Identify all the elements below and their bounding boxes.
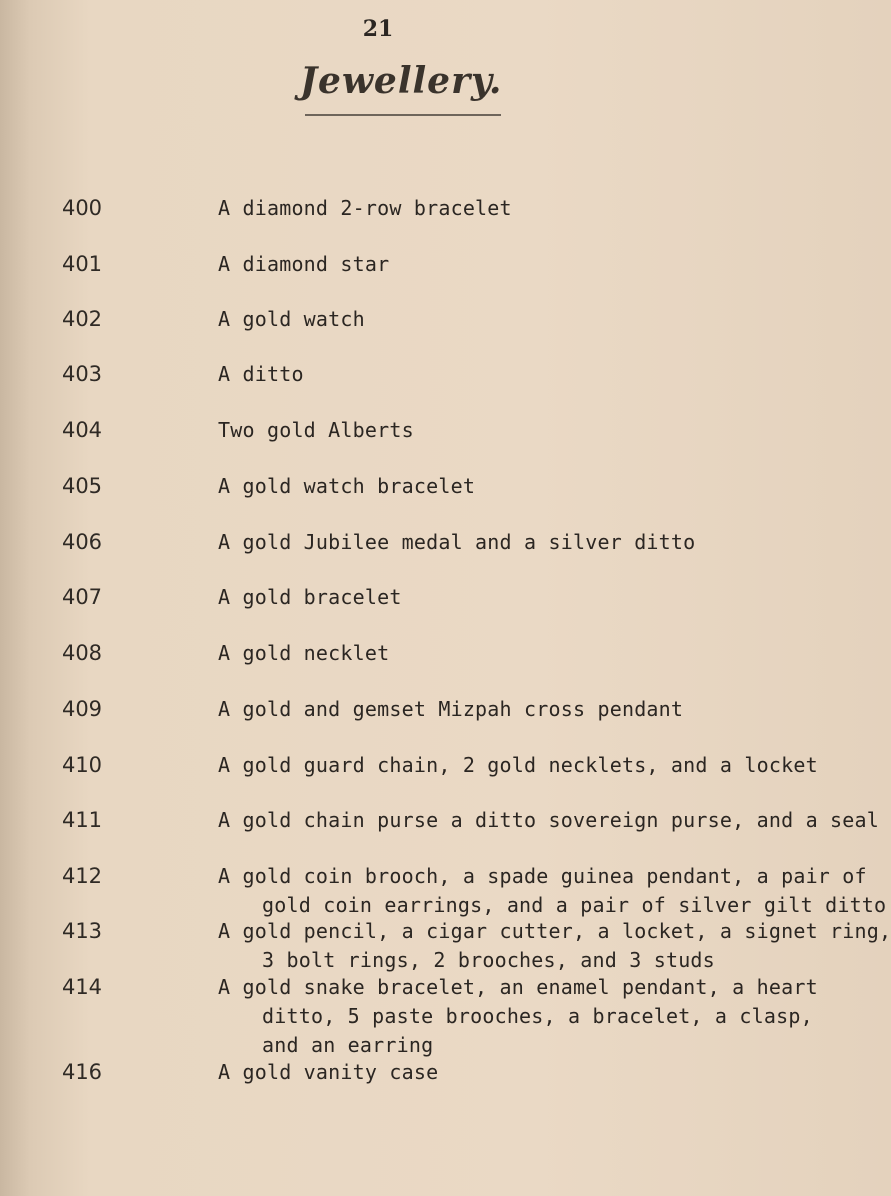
lot-number: 409 xyxy=(61,697,103,721)
lot-description xyxy=(218,250,778,279)
lot-number: 416 xyxy=(61,1060,103,1084)
lot-number: 406 xyxy=(61,530,103,554)
lot-description xyxy=(218,639,778,668)
lot-number: 401 xyxy=(61,252,103,276)
lot-number: 400 xyxy=(61,196,103,220)
lot-line: A ditto xyxy=(218,362,304,386)
lot-description xyxy=(218,528,778,557)
lot-number: 403 xyxy=(61,362,103,386)
lot-number: 405 xyxy=(61,474,103,498)
section-heading: Jewellery. xyxy=(300,60,503,102)
lot-description xyxy=(218,305,778,334)
lot-line: 3 bolt rings, 2 brooches, and 3 studs xyxy=(262,948,715,972)
lot-description xyxy=(218,751,818,780)
lot-line: A gold necklet xyxy=(218,641,390,665)
lot-number: 407 xyxy=(61,585,103,609)
lot-number: 408 xyxy=(61,641,103,665)
lot-description xyxy=(218,917,891,975)
lot-line: A gold Jubilee medal and a silver ditto xyxy=(218,530,696,554)
lot-number: 410 xyxy=(61,753,103,777)
lot-description xyxy=(218,416,778,445)
lot-line: A gold vanity case xyxy=(218,1060,439,1084)
lot-line: A gold pencil, a cigar cutter, a locket, a signet ring, xyxy=(218,919,891,943)
lot-line: A diamond 2-row bracelet xyxy=(218,196,512,220)
lot-line: A gold guard chain, 2 gold necklets, and a locket xyxy=(218,753,818,777)
lot-line: gold coin earrings, and a pair of silver gilt ditto xyxy=(262,893,887,917)
lot-description xyxy=(218,973,818,1060)
lot-line: ditto, 5 paste brooches, a bracelet, a clasp, xyxy=(262,1004,813,1028)
lot-line: A gold and gemset Mizpah cross pendant xyxy=(218,697,684,721)
lot-description xyxy=(218,194,778,223)
lot-line: A gold coin brooch, a spade guinea pendant, a pair of xyxy=(218,864,867,888)
lot-description xyxy=(218,360,778,389)
lot-number: 414 xyxy=(61,975,103,999)
lot-number: 402 xyxy=(61,307,103,331)
lot-line: A gold snake bracelet, an enamel pendant, a heart xyxy=(218,975,818,999)
lot-description xyxy=(218,862,887,920)
lot-description xyxy=(218,583,778,612)
lot-description xyxy=(218,695,778,724)
lot-number: 404 xyxy=(61,418,103,442)
heading-rule xyxy=(305,114,501,116)
lot-line: A diamond star xyxy=(218,252,390,276)
lot-number: 411 xyxy=(61,808,103,832)
lot-number: 413 xyxy=(61,919,103,943)
lot-number: 412 xyxy=(61,864,103,888)
lot-line: A gold bracelet xyxy=(218,585,402,609)
lot-description xyxy=(218,806,880,835)
lot-description xyxy=(218,472,778,501)
lot-description xyxy=(218,1058,778,1087)
lot-line: Two gold Alberts xyxy=(218,418,414,442)
page-number: 21 xyxy=(362,16,394,42)
lot-line: A gold watch bracelet xyxy=(218,474,476,498)
lot-line: and an earring xyxy=(262,1033,434,1057)
lot-line: A gold chain purse a ditto sovereign purse, and a seal xyxy=(218,808,880,832)
lot-line: A gold watch xyxy=(218,307,365,331)
